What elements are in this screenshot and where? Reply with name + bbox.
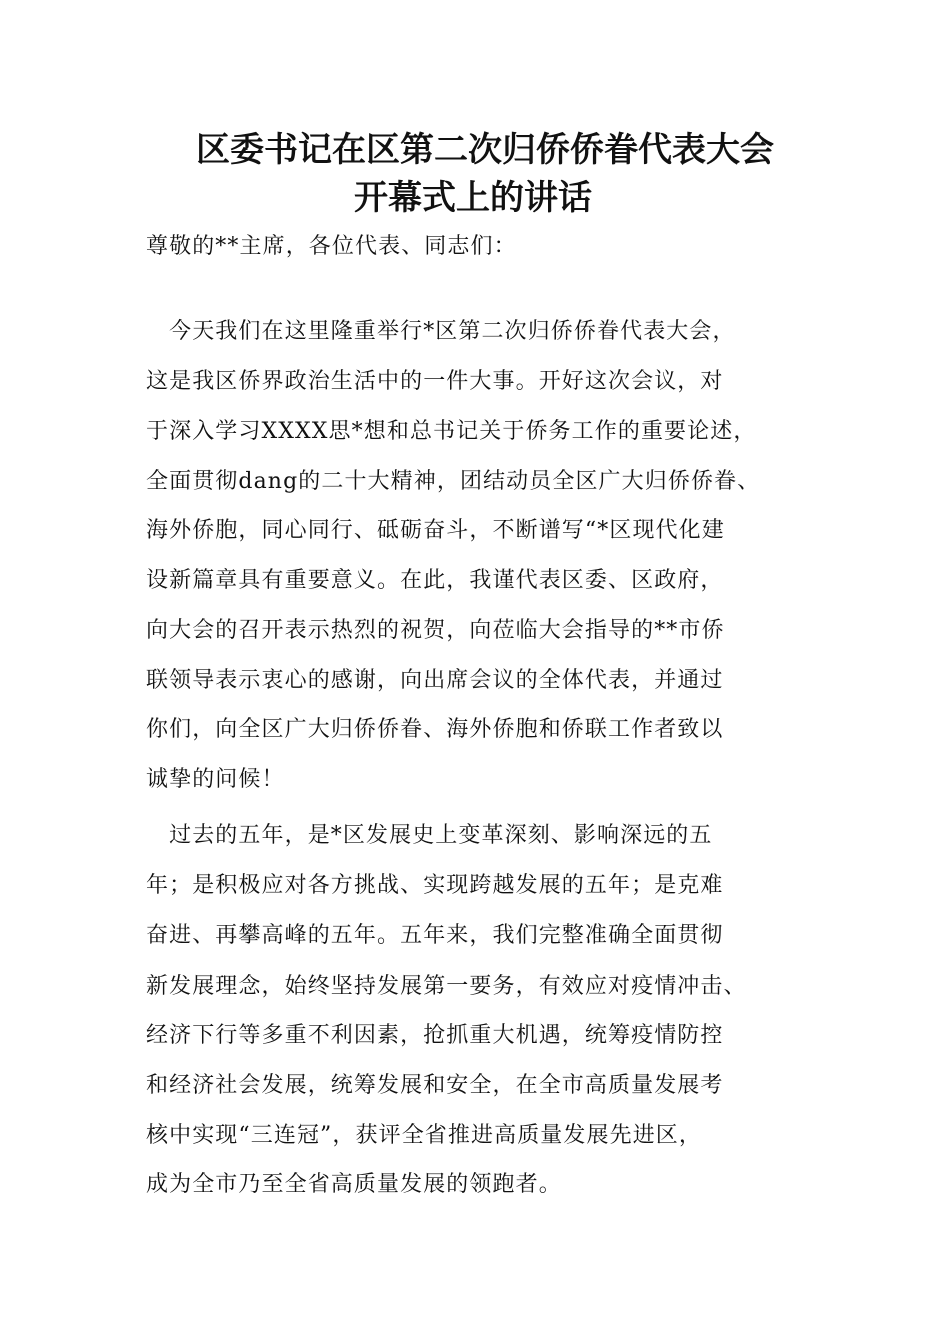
paragraph-line: 和经济社会发展，统筹发展和安全，在全市高质量发展考	[146, 1073, 724, 1098]
document-title-line-2: 开幕式上的讲话	[354, 178, 592, 218]
document-title-line-1: 区委书记在区第二次归侨侨眷代表大会	[196, 130, 774, 170]
paragraph-line: 过去的五年，是*区发展史上变革深刻、影响深远的五	[146, 823, 713, 848]
salutation: 尊敬的**主席，各位代表、同志们：	[146, 234, 517, 259]
paragraph-line: 全面贯彻dang的二十大精神，团结动员全区广大归侨侨眷、	[146, 469, 761, 494]
paragraph-line: 核中实现“三连冠”，获评全省推进高质量发展先进区，	[146, 1123, 702, 1148]
paragraph-line: 海外侨胞，同心同行、砥砺奋斗，不断谱写“*区现代化建	[146, 518, 725, 543]
paragraph-line: 成为全市乃至全省高质量发展的领跑者。	[146, 1172, 562, 1197]
paragraph-line: 新发展理念，始终坚持发展第一要务，有效应对疫情冲击、	[146, 974, 747, 999]
paragraph-line: 于深入学习XXXX思*想和总书记关于侨务工作的重要论述，	[146, 419, 757, 444]
paragraph-line: 奋进、再攀高峰的五年。五年来，我们完整准确全面贯彻	[146, 923, 724, 948]
paragraph-line: 向大会的召开表示热烈的祝贺，向莅临大会指导的**市侨	[146, 618, 725, 643]
paragraph-line: 设新篇章具有重要意义。在此，我谨代表区委、区政府，	[146, 568, 724, 593]
paragraph-line: 你们，向全区广大归侨侨眷、海外侨胞和侨联工作者致以	[146, 717, 724, 742]
paragraph-line: 经济下行等多重不利因素，抢抓重大机遇，统筹疫情防控	[146, 1023, 724, 1048]
paragraph-line: 联领导表示衷心的感谢，向出席会议的全体代表，并通过	[146, 668, 724, 693]
paragraph-line: 年；是积极应对各方挑战、实现跨越发展的五年；是克难	[146, 873, 724, 898]
paragraph-line: 今天我们在这里隆重举行*区第二次归侨侨眷代表大会，	[146, 319, 736, 344]
paragraph-line: 诚挚的问候！	[146, 767, 285, 792]
paragraph-line: 这是我区侨界政治生活中的一件大事。开好这次会议，对	[146, 369, 724, 394]
